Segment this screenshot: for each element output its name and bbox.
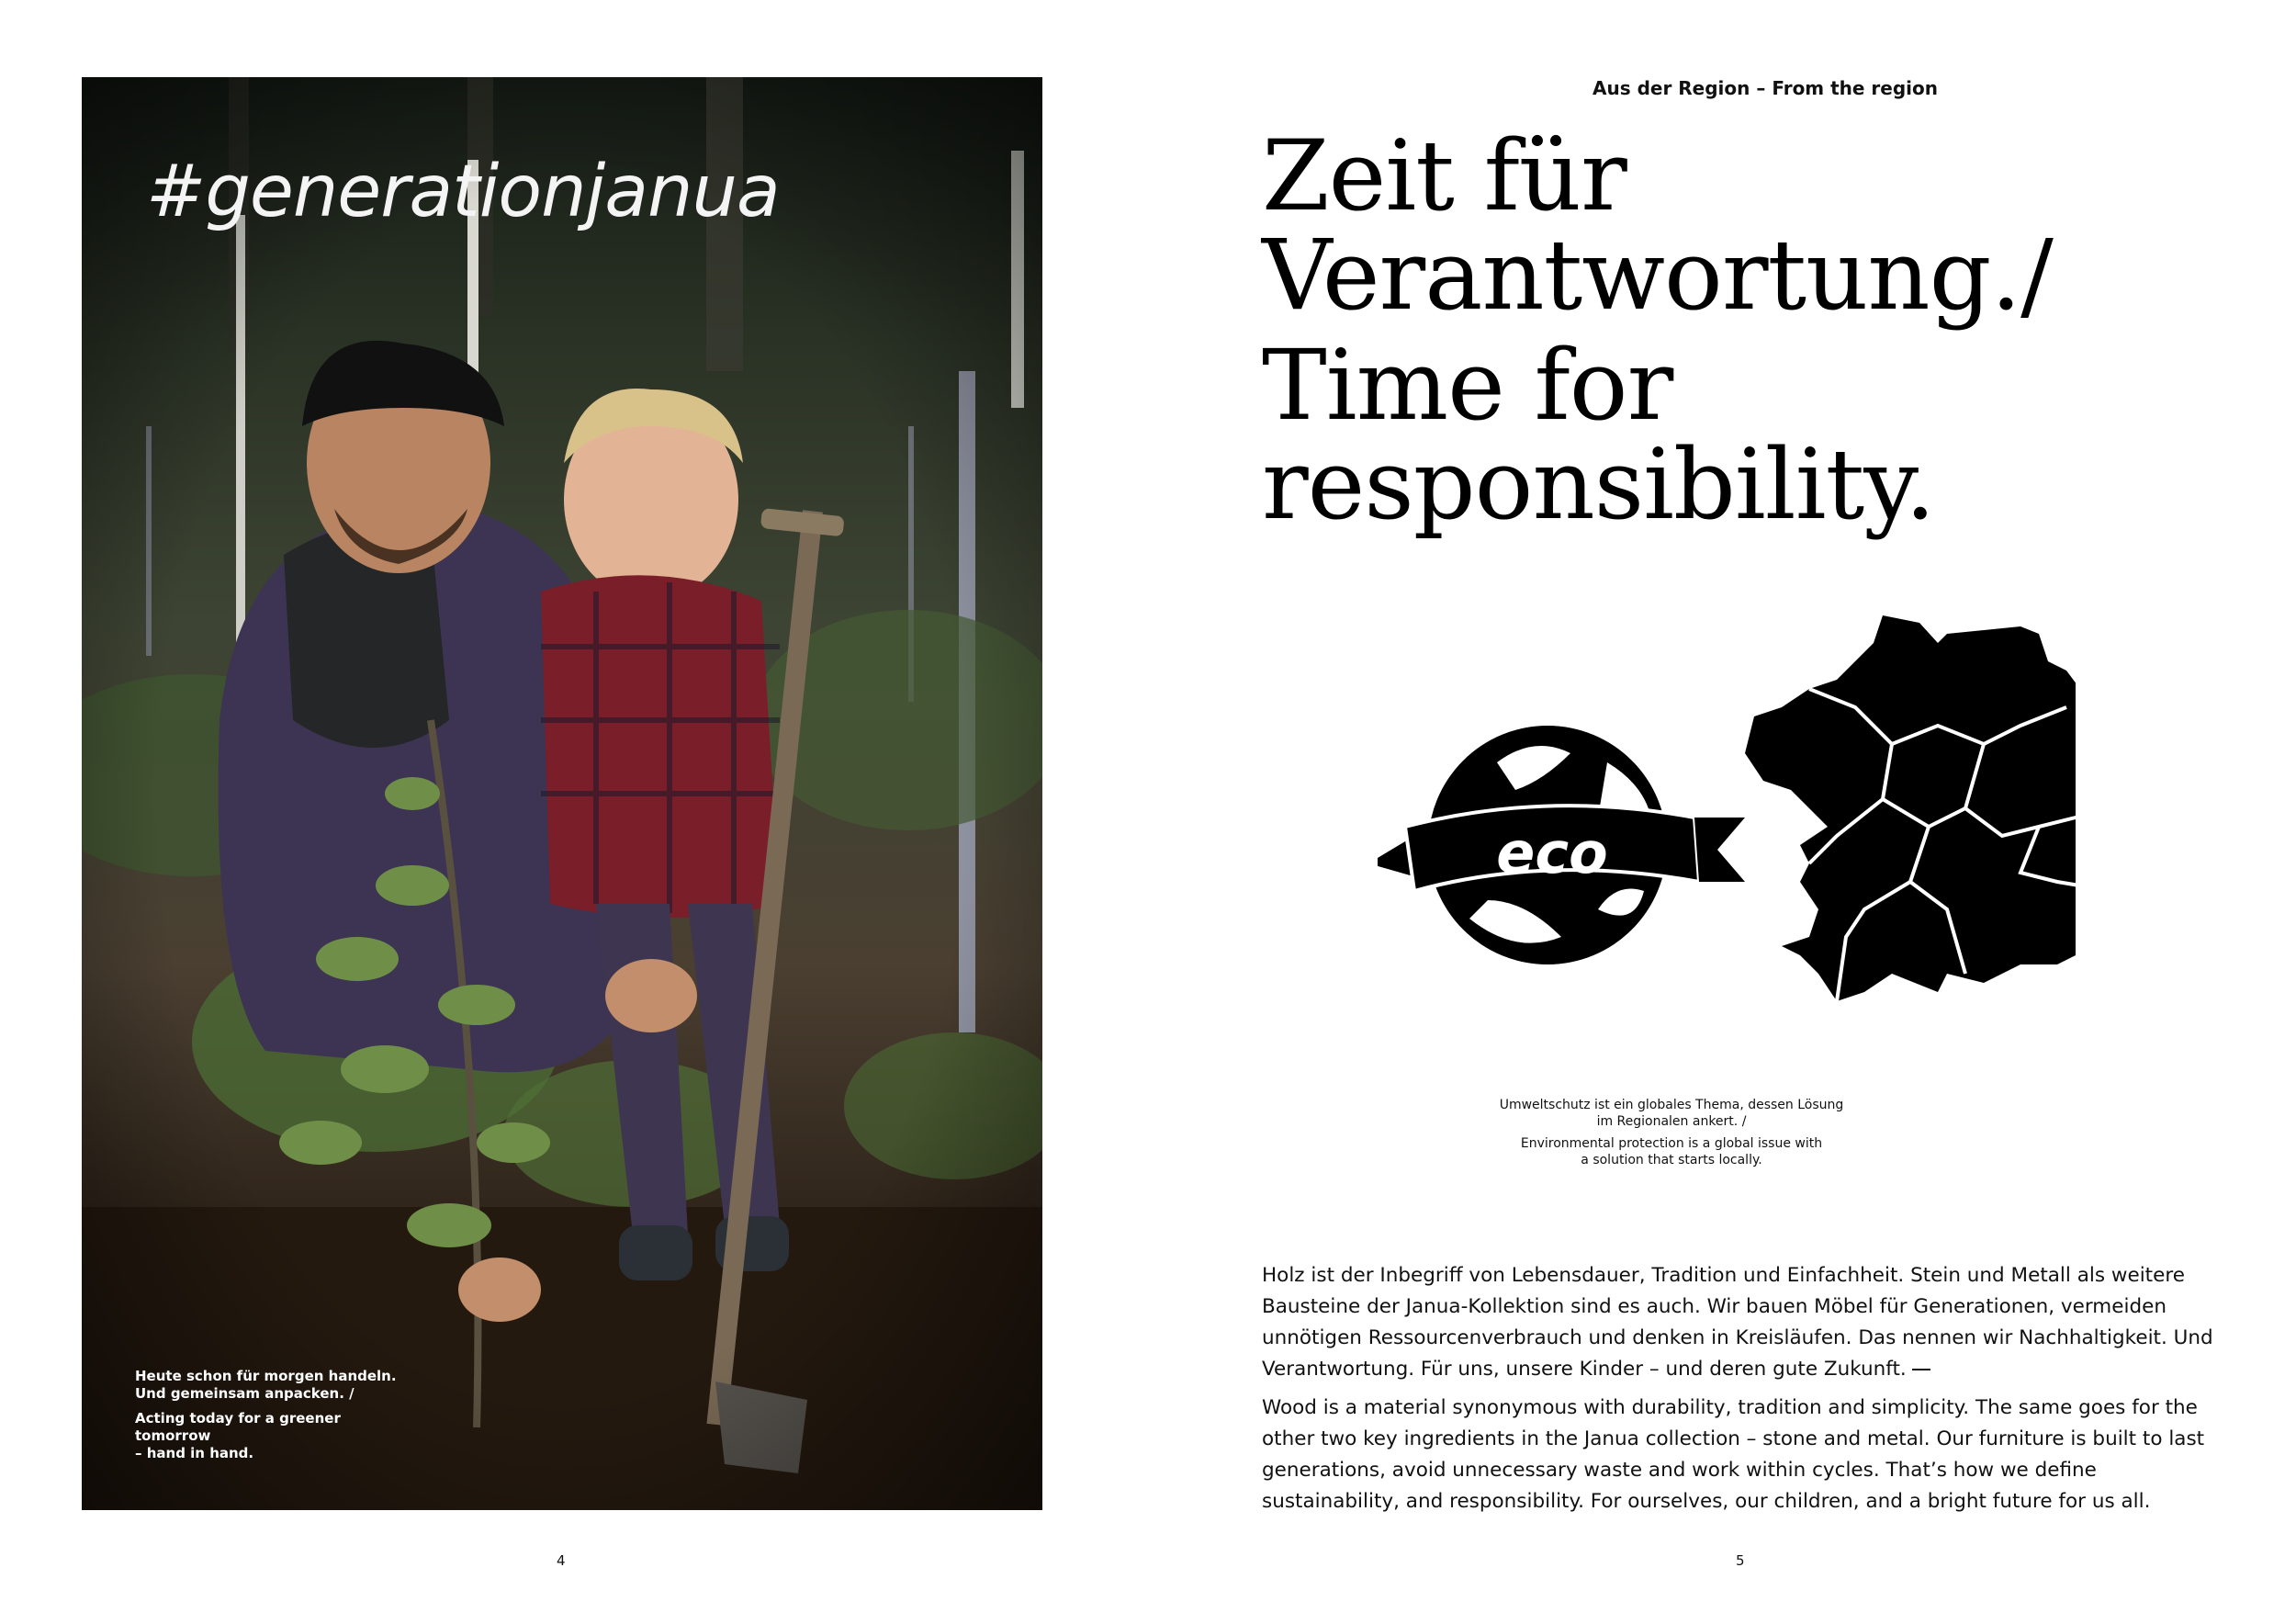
photo-scene [82,77,1042,1510]
bavaria-map-icon [1745,615,2076,1001]
body-paragraph-en: Wood is a material synonymous with durability, tradition and simplicity. The same goes for the other two key ingredients in the Janua collection – stone and metal. Our furniture is built to last generations, avoid unnecessary waste and work within cycles. That’s how we define sustainability, and responsibility. For ourselves, our children, and a bright future for us all. [1262,1396,2205,1513]
photo-caption-en: Acting today for a greener tomorrow – hand in hand. [135,1410,341,1461]
headline-line-3: Time for [1262,329,1673,442]
section-label: Aus der Region – From the region [1592,77,1939,99]
hashtag-text: #generationjanua [146,151,780,233]
eco-bavaria-graphic [1378,606,2076,1047]
right-page [1148,0,2296,1624]
headline-line-4: responsibility. [1262,428,1935,541]
graphic-caption-de: Umweltschutz ist ein globales Thema, dessen Lösung im Regionalen ankert. / [1499,1098,1844,1129]
body-text [1262,1260,2222,1525]
headline-line-2: Verantwortung./ [1262,219,2053,332]
page-number-left: 4 [557,1552,566,1569]
forest-planting-photo [82,77,1042,1510]
photo-caption [135,1368,411,1470]
eco-globe-icon [1378,726,1745,964]
headline [1262,119,2053,541]
end-mark-icon [1912,1369,1930,1370]
body-de-text: Holz ist der Inbegriff von Lebensdauer, Tradition und Einfachheit. Stein und Metall als weitere Bausteine der Janua-Kollektion sind es auch. Wir bauen Möbel für Generationen, vermeiden unnötigen Ressourcenverbrauch und denken in Kreisläufen. Das nennen wir Nachhaltigkeit. Und Verantwortung. Für uns, unsere Kinder – und deren gute Zukunft. [1262,1264,2213,1381]
headline-line-1: Zeit für [1262,119,1626,232]
page-number-right: 5 [1736,1552,1745,1569]
graphic-caption-en: Environmental protection is a global issue with a solution that starts locally. [1520,1136,1823,1167]
body-paragraph-de [1262,1260,2222,1385]
eco-badge-text: eco [1496,819,1608,886]
graphic-caption [1469,1097,1874,1174]
photo-caption-de: Heute schon für morgen handeln. Und gemeinsam anpacken. / [135,1368,397,1402]
